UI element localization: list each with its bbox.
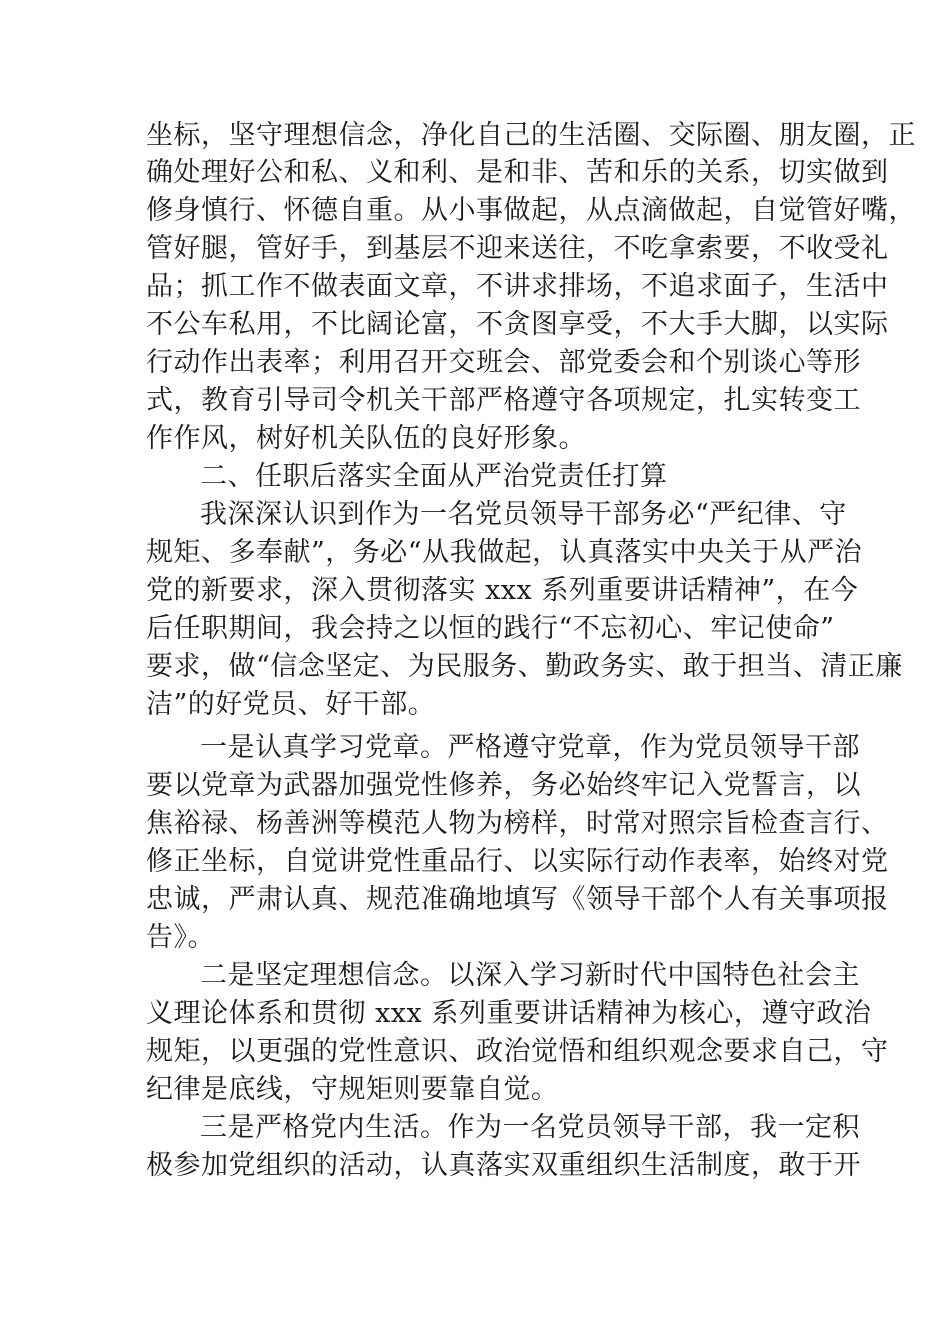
text-line: 一是认真学习党章。严格遵守党章，作为党员领导干部 xyxy=(200,732,860,763)
text-line: 告》。 xyxy=(146,922,215,953)
text-line: 确处理好公和私、义和利、是和非、苦和乐的关系，切实做到 xyxy=(146,157,889,188)
text-line: 要求，做“信念坚定、为民服务、勤政务实、敢于担当、清正廉 xyxy=(146,651,903,682)
text-line: 规矩，以更强的党性意识、政治觉悟和组织观念要求自己，守 xyxy=(146,1036,889,1067)
text-line: 管好腿，管好手，到基层不迎来送往，不吃拿索要，不收受礼 xyxy=(146,233,889,264)
text-line: 洁”的好党员、好干部。 xyxy=(146,689,436,720)
text-line: 我深深认识到作为一名党员领导干部务必“严纪律、守 xyxy=(200,499,847,530)
text-line: 义理论体系和贯彻 xxx 系列重要讲话精神为核心，遵守政治 xyxy=(146,998,872,1029)
text-line: 不公车私用，不比阔论富，不贪图享受，不大手大脚，以实际 xyxy=(146,309,889,340)
text-line: 修身慎行、怀德自重。从小事做起，从点滴做起，自觉管好嘴， xyxy=(146,195,916,226)
text-line: 党的新要求，深入贯彻落实 xxx 系列重要讲话精神”，在今 xyxy=(146,575,859,606)
text-line: 要以党章为武器加强党性修养，务必始终牢记入党誓言，以 xyxy=(146,770,861,801)
text-line: 修正坐标，自觉讲党性重品行、以实际行动作表率，始终对党 xyxy=(146,846,889,877)
text-line: 坐标，坚守理想信念，净化自己的生活圈、交际圈、朋友圈，正 xyxy=(146,120,916,151)
text-line: 品；抓工作不做表面文章，不讲求排场，不追求面子，生活中 xyxy=(146,271,889,302)
text-line: 极参加党组织的活动，认真落实双重组织生活制度，敢于开 xyxy=(146,1150,861,1181)
text-line: 三是严格党内生活。作为一名党员领导干部，我一定积 xyxy=(200,1112,860,1143)
text-line: 焦裕禄、杨善洲等模范人物为榜样，时常对照宗旨检查言行、 xyxy=(146,808,889,839)
text-line: 纪律是底线，守规矩则要靠自觉。 xyxy=(146,1074,559,1105)
text-line: 规矩、多奉献”，务必“从我做起，认真落实中央关于从严治 xyxy=(146,537,863,568)
text-line: 忠诚，严肃认真、规范准确地填写《领导干部个人有关事项报 xyxy=(146,884,889,915)
text-line: 作作风，树好机关队伍的良好形象。 xyxy=(146,423,586,454)
text-line: 行动作出表率；利用召开交班会、部党委会和个别谈心等形 xyxy=(146,347,861,378)
section-heading: 二、任职后落实全面从严治党责任打算 xyxy=(200,461,668,492)
text-line: 式，教育引导司令机关干部严格遵守各项规定，扎实转变工 xyxy=(146,385,861,416)
text-line: 后任职期间，我会持之以恒的践行“不忘初心、牢记使命” xyxy=(146,613,835,644)
text-line: 二是坚定理想信念。以深入学习新时代中国特色社会主 xyxy=(200,960,860,991)
